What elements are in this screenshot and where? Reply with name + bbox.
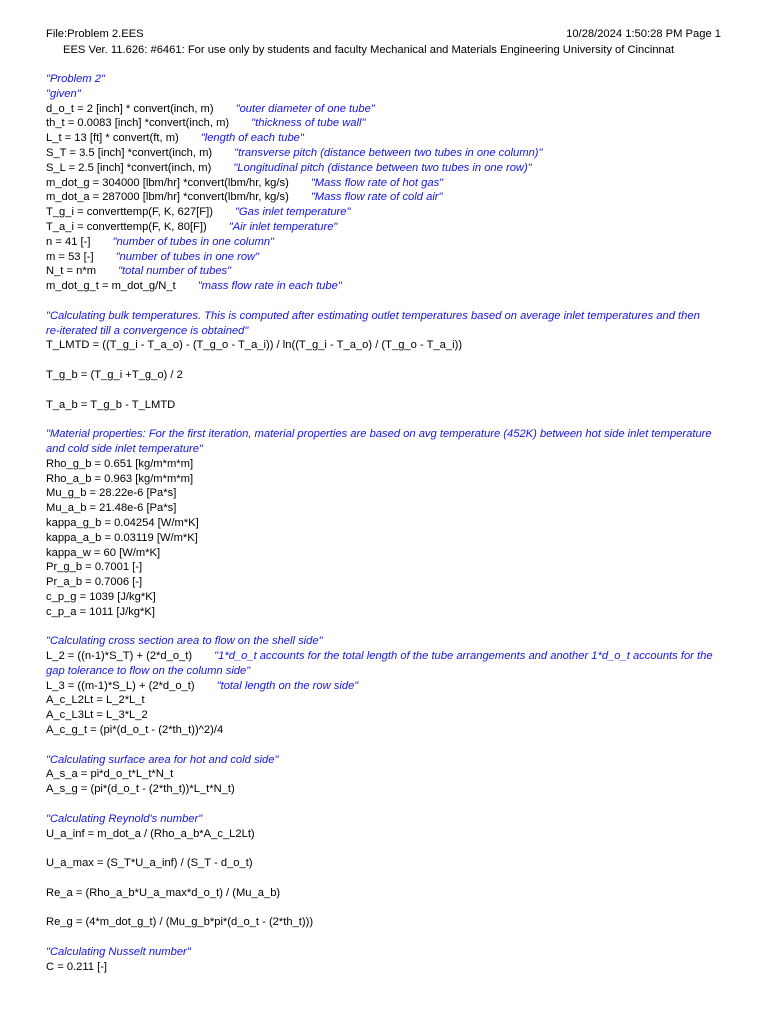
equation-line [46,131,714,146]
blank-line [46,930,714,945]
equation-code: m_dot_a = 287000 [lbm/hr] *convert(lbm/hr, kg/s) [46,191,289,204]
equation-comment: "number of tubes in one row" [115,250,260,263]
equation-comment: "Calculating surface area for hot and cold side" [46,753,279,766]
blank-line [46,871,714,886]
equation-code: U_a_max = (S_T*U_a_inf) / (S_T - d_o_t) [46,857,253,870]
equation-code: Mu_a_b = 21.48e-6 [Pa*s] [46,502,177,515]
equation-line [46,220,714,235]
equation-line [46,886,714,901]
equation-line [46,338,714,353]
equation-code: Rho_g_b = 0.651 [kg/m*m*m] [46,457,194,470]
equation-code: T_a_b = T_g_b - T_LMTD [46,398,176,411]
equation-code: c_p_g = 1039 [J/kg*K] [46,590,156,603]
equation-listing [46,72,714,975]
equation-line [46,560,714,575]
blank-line [46,294,714,309]
equation-code: A_s_g = (pi*(d_o_t - (2*th_t))*L_t*N_t) [46,783,235,796]
equation-comment: "number of tubes in one column" [112,235,275,248]
equation-line [46,960,714,975]
blank-line [46,797,714,812]
equation-line [46,693,714,708]
equation-code: Pr_g_b = 0.7001 [-] [46,561,143,574]
blank-line [46,901,714,916]
equation-comment: "total length on the row side" [216,679,359,692]
equation-line [46,176,714,191]
blank-line [46,353,714,368]
equation-comment: "transverse pitch (distance between two tubes in one column)" [234,146,543,159]
equation-line [46,605,714,620]
equation-line [46,116,714,131]
equation-line [46,915,714,930]
equation-code: n = 41 [-] [46,235,91,248]
equation-comment: "mass flow rate in each tube" [197,280,342,293]
equation-line [46,205,714,220]
equation-code: kappa_g_b = 0.04254 [W/m*K] [46,516,199,529]
equation-comment: "Calculating Reynold's number" [46,812,203,825]
equation-code: Re_g = (4*m_dot_g_t) / (Mu_g_b*pi*(d_o_t - (2*th_t))) [46,916,314,929]
equation-code: A_c_L3Lt = L_3*L_2 [46,709,148,722]
equation-comment: "Longitudinal pitch (distance between two tubes in one row)" [233,161,532,174]
equation-code: kappa_a_b = 0.03119 [W/m*K] [46,531,198,544]
equation-code: L_t = 13 [ft] * convert(ft, m) [46,132,179,145]
equation-comment: "Problem 2" [46,73,105,85]
equation-line [46,279,714,294]
equation-line [46,190,714,205]
equation-line [46,87,714,102]
license-line: EES Ver. 11.626: #6461: For use only by students and faculty Mechanical and Materials Engineering University of Cincinnat [63,44,675,56]
equation-comment: "Calculating bulk temperatures. This is computed after estimating outlet temperatures based on average inlet temperatures and then re-iterated till a convergence is obtained" [46,309,700,337]
equation-comment: "1*d_o_t accounts for the total length of the tube arrangements and another 1*d_o_t accounts for the gap tolerance to flow on the column side" [46,650,713,677]
equation-line [46,767,714,782]
equation-code: T_g_i = converttemp(F, K, 627[F]) [46,206,213,219]
equation-code: T_a_i = converttemp(F, K, 80[F]) [46,220,207,233]
equation-line [46,856,714,871]
equation-line [46,723,714,738]
equation-code: N_t = n*m [46,265,97,278]
blank-line [46,619,714,634]
equation-line [46,590,714,605]
equation-line [46,72,714,87]
equation-line [46,146,714,161]
equation-line [46,649,714,679]
equation-line [46,827,714,842]
equation-code: th_t = 0.0083 [inch] *convert(inch, m) [46,117,230,130]
equation-comment: "given" [46,87,81,100]
equation-line [46,546,714,561]
equation-line [46,575,714,590]
equation-line [46,264,714,279]
equation-comment: "Material properties: For the first iteration, material properties are based on avg temperature (452K) between hot side inlet temperature and cold side inlet temperature" [46,428,712,455]
file-name: File:Problem 2.EES [46,28,144,40]
blank-line [46,412,714,427]
equation-line [46,398,714,413]
equation-line [46,679,714,694]
equation-code: S_T = 3.5 [inch] *convert(inch, m) [46,146,213,159]
blank-line [46,841,714,856]
equation-line [46,708,714,723]
blank-line [46,383,714,398]
equation-code: A_s_a = pi*d_o_t*L_t*N_t [46,768,174,781]
equation-code: Rho_a_b = 0.963 [kg/m*m*m] [46,472,194,485]
equation-line [46,102,714,117]
equation-line [46,427,714,457]
equation-code: kappa_w = 60 [W/m*K] [46,546,161,559]
equation-line [46,634,714,649]
equation-line [46,250,714,265]
equation-line [46,782,714,797]
equation-comment: "Gas inlet temperature" [234,206,351,219]
equation-line [46,457,714,472]
equation-line [46,472,714,487]
equation-code: m = 53 [-] [46,250,94,263]
equation-code: m_dot_g = 304000 [lbm/hr] *convert(lbm/hr, kg/s) [46,176,289,189]
equation-comment: "total number of tubes" [118,265,232,278]
equation-line [46,753,714,768]
equation-code: L_2 = ((n-1)*S_T) + (2*d_o_t) [46,650,193,663]
equation-code: U_a_inf = m_dot_a / (Rho_a_b*A_c_L2Lt) [46,827,255,840]
equation-comment: "Air inlet temperature" [228,220,338,233]
equation-code: A_c_g_t = (pi*(d_o_t - (2*th_t))^2)/4 [46,724,224,737]
equation-comment: "length of each tube" [200,132,304,145]
equation-line [46,531,714,546]
equation-code: S_L = 2.5 [inch] *convert(inch, m) [46,161,212,174]
equation-comment: "Mass flow rate of hot gas" [310,176,444,189]
equation-code: m_dot_g_t = m_dot_g/N_t [46,280,176,293]
equation-code: T_LMTD = ((T_g_i - T_a_o) - (T_g_o - T_a_i)) / ln((T_g_i - T_a_o) / (T_g_o - T_a_i)) [46,339,463,352]
equation-line [46,235,714,250]
equation-comment: "Calculating Nusselt number" [46,946,191,959]
equation-code: T_g_b = (T_g_i +T_g_o) / 2 [46,368,183,381]
equation-code: c_p_a = 1011 [J/kg*K] [46,605,155,618]
equation-code: Mu_g_b = 28.22e-6 [Pa*s] [46,487,177,500]
equation-code: d_o_t = 2 [inch] * convert(inch, m) [46,102,214,115]
equation-comment: "Mass flow rate of cold air" [310,191,443,204]
equation-line [46,368,714,383]
equation-line [46,161,714,176]
equation-line [46,486,714,501]
equation-comment: "thickness of tube wall" [251,117,366,130]
equation-line [46,516,714,531]
equation-line [46,309,714,339]
equation-code: A_c_L2Lt = L_2*L_t [46,694,145,707]
equation-comment: "outer diameter of one tube" [235,102,375,115]
equation-code: L_3 = ((m-1)*S_L) + (2*d_o_t) [46,679,195,692]
equation-code: Re_a = (Rho_a_b*U_a_max*d_o_t) / (Mu_a_b) [46,886,281,899]
equation-line [46,945,714,960]
equation-code: C = 0.211 [-] [46,960,108,973]
print-date-page: 10/28/2024 1:50:28 PM Page 1 [566,28,721,40]
equation-line [46,501,714,516]
equation-comment: "Calculating cross section area to flow on the shell side" [46,635,323,648]
equation-code: Pr_a_b = 0.7006 [-] [46,576,143,589]
blank-line [46,738,714,753]
equation-line [46,812,714,827]
